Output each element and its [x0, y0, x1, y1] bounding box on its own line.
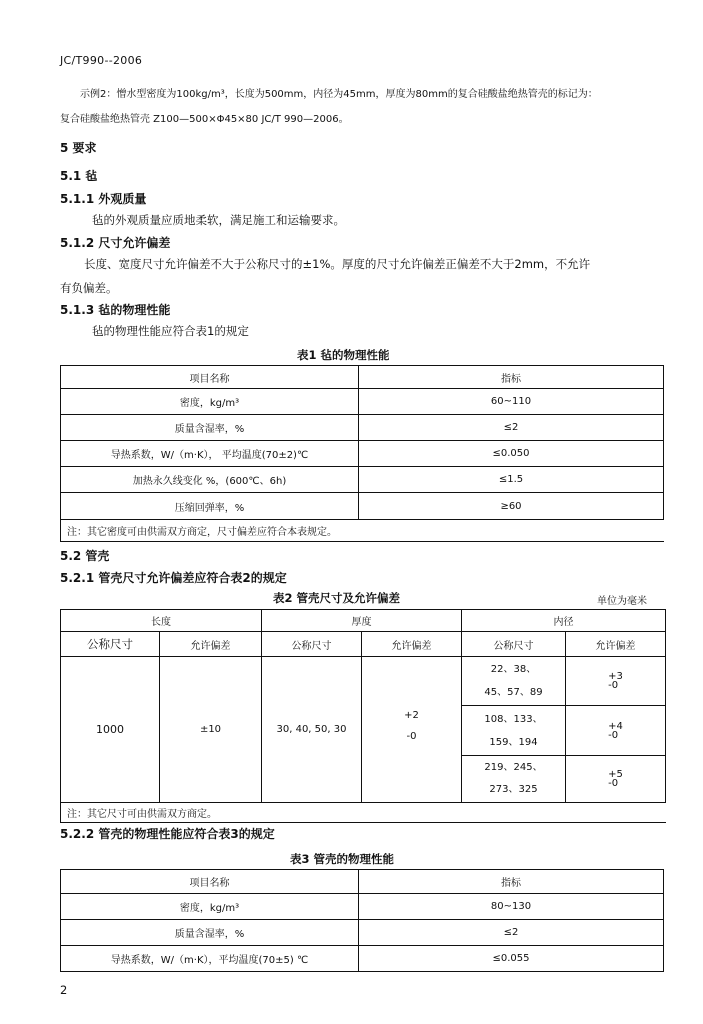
- table2-thickness-tol-minus: -0: [406, 730, 417, 742]
- table3-header-row: [61, 870, 664, 894]
- section-5-1-3-body: 毡的物理性能应符合表1的规定: [92, 324, 249, 338]
- example-marking-line2: 复合硅酸盐绝热管壳 Z100—500×Φ45×80 JC/T 990—2006。: [60, 114, 349, 125]
- section-5-2-heading: 5.2 管壳: [60, 549, 110, 563]
- table1-cell: 加热永久线变化 %，(600℃、6h): [61, 467, 359, 493]
- table1-cell: ≤2: [359, 415, 664, 441]
- section-5-1-heading: 5.1 毡: [60, 169, 98, 183]
- tol-plus: +4: [608, 720, 623, 732]
- table3-cell: ≤0.055: [359, 946, 664, 972]
- table1-cell: ≤0.050: [359, 441, 664, 467]
- section-5-1-1-heading: 5.1.1 外观质量: [60, 192, 147, 206]
- table1-cell: 60~110: [359, 389, 664, 415]
- table2-diameter-tolerance: [566, 706, 666, 756]
- table2-subheader: 公称尺寸: [462, 632, 566, 657]
- table-row: [61, 441, 664, 467]
- table-row: [61, 920, 664, 946]
- table2-sub-header-row: [61, 632, 666, 657]
- table2-subheader: 允许偏差: [362, 632, 462, 657]
- diameter-values-line1: 108、133、: [484, 713, 543, 725]
- diameter-values-line2: 45、57、89: [484, 687, 543, 698]
- table-row: [61, 894, 664, 920]
- table2: [60, 609, 666, 823]
- table2-caption: 表2 管壳尺寸及允许偏差: [273, 591, 401, 605]
- table2-length-tolerance: ±10: [160, 657, 262, 803]
- table1-header-index: 指标: [359, 366, 664, 389]
- table1-cell: 导热系数，W/（m·K）， 平均温度(70±2)℃: [61, 441, 359, 467]
- table2-subheader: 允许偏差: [566, 632, 666, 657]
- table2-diameter-tolerance: [566, 756, 666, 803]
- table1-caption: 表1 毡的物理性能: [297, 348, 390, 362]
- tol-plus: +3: [608, 671, 623, 682]
- section-5-1-2-body-line2: 有负偏差。: [60, 281, 118, 295]
- table1-cell: 压缩回弹率，%: [61, 493, 359, 520]
- table2-length-nominal: 1000: [61, 657, 160, 803]
- table2-diameter-nominal: [462, 706, 566, 756]
- table1-note-row: [61, 520, 664, 542]
- section-5-2-1-heading: 5.2.1 管壳尺寸允许偏差应符合表2的规定: [60, 571, 287, 585]
- example-marking-line1: 示例2：憎水型密度为100kg/m³，长度为500mm，内径为45mm，厚度为80mm的复合硅酸盐绝热管壳的标记为：: [80, 89, 598, 100]
- table2-header-length: 长度: [61, 610, 262, 632]
- page-number: 2: [60, 983, 68, 997]
- table2-diameter-nominal: [462, 756, 566, 803]
- table3-cell: 80~130: [359, 894, 664, 920]
- table3-cell: 导热系数，W/（m·K），平均温度(70±5) ℃: [61, 946, 359, 972]
- tol-minus: -0: [608, 778, 619, 789]
- section-5-1-1-body: 毡的外观质量应质地柔软，满足施工和运输要求。: [92, 213, 345, 227]
- table3-cell: ≤2: [359, 920, 664, 946]
- table2-subheader: 允许偏差: [160, 632, 262, 657]
- table-row: [61, 415, 664, 441]
- table2-header-thickness: 厚度: [262, 610, 462, 632]
- section-5-1-2-body-line1: 长度、宽度尺寸允许偏差不大于公称尺寸的±1%。厚度的尺寸允许偏差正偏差不大于2mm，不允许: [84, 257, 591, 271]
- table-row: [61, 493, 664, 520]
- table2-subheader: 公称尺寸: [262, 632, 362, 657]
- section-5-heading: 5 要求: [60, 141, 97, 155]
- table2-unit: 单位为毫米: [597, 596, 647, 607]
- table1-header-row: [61, 366, 664, 389]
- table1-cell: ≤1.5: [359, 467, 664, 493]
- section-5-2-2-heading: 5.2.2 管壳的物理性能应符合表3的规定: [60, 827, 275, 841]
- table3-header-index: 指标: [359, 870, 664, 894]
- table1-cell: 密度，kg/m³: [61, 389, 359, 415]
- table3-cell: 质量含湿率，%: [61, 920, 359, 946]
- section-5-1-3-heading: 5.1.3 毡的物理性能: [60, 303, 171, 317]
- table2-diameter-nominal: [462, 657, 566, 706]
- table-row: [61, 946, 664, 972]
- table2-header-diameter: 内径: [462, 610, 666, 632]
- table2-thickness-tol-plus: +2: [404, 709, 419, 721]
- standard-code-header: JC/T990--2006: [60, 54, 143, 67]
- table2-thickness-nominal: 30, 40, 50, 30: [262, 657, 362, 803]
- table2-diameter-tolerance: [566, 657, 666, 706]
- table2-note: 注：其它尺寸可由供需双方商定。: [61, 803, 666, 823]
- tol-minus: -0: [608, 729, 619, 741]
- table1: [60, 365, 664, 542]
- table-row: [61, 389, 664, 415]
- table2-group-header-row: [61, 610, 666, 632]
- table-row: [61, 467, 664, 493]
- section-5-1-2-heading: 5.1.2 尺寸允许偏差: [60, 236, 171, 250]
- tol-plus: +5: [608, 769, 623, 780]
- table3-cell: 密度，kg/m³: [61, 894, 359, 920]
- table3-header-item: 项目名称: [61, 870, 359, 894]
- table1-note: 注：其它密度可由供需双方商定，尺寸偏差应符合本表规定。: [61, 520, 664, 542]
- tol-minus: -0: [608, 680, 619, 691]
- table3: [60, 869, 664, 972]
- diameter-values-line1: 22、38、: [490, 664, 537, 675]
- diameter-values-line1: 219、245、: [484, 762, 543, 773]
- table3-caption: 表3 管壳的物理性能: [290, 852, 395, 866]
- table1-cell: ≥60: [359, 493, 664, 520]
- table2-subheader: 公称尺寸: [61, 632, 160, 657]
- table2-thickness-tolerance: [362, 657, 462, 803]
- diameter-values-line2: 273、325: [489, 784, 538, 795]
- table1-header-item: 项目名称: [61, 366, 359, 389]
- diameter-values-line2: 159、194: [489, 736, 538, 748]
- table1-cell: 质量含湿率，%: [61, 415, 359, 441]
- table2-note-row: [61, 803, 666, 823]
- table-row: [61, 657, 666, 706]
